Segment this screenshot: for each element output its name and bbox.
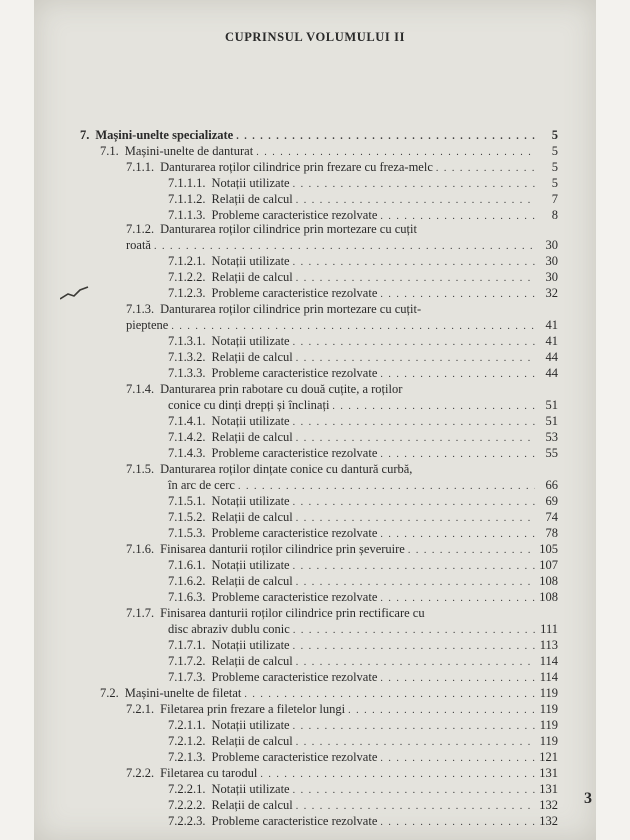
toc-page-number: 74: [545, 510, 558, 524]
toc-number: 7.1.7.1.: [168, 638, 206, 652]
toc-page-number: 132: [539, 814, 558, 828]
toc-number: 7.1.3.3.: [168, 366, 206, 380]
toc-number: 7.2.: [100, 686, 119, 700]
toc-title: Mașini-unelte specializate: [95, 128, 234, 142]
toc-page-number: 108: [539, 574, 558, 588]
toc-title: Probleme caracteristice rezolvate: [211, 286, 378, 300]
toc-number: 7.1.6.3.: [168, 590, 206, 604]
toc-entry-7-1-5-1[interactable]: [168, 493, 558, 509]
toc-title: Relații de calcul: [211, 734, 293, 748]
toc-page-number: 5: [551, 160, 558, 174]
toc-page-number: 69: [545, 494, 558, 508]
toc-title: Probleme caracteristice rezolvate: [211, 446, 378, 460]
toc-entry-7-1-3-3[interactable]: [168, 365, 558, 381]
toc-number: 7.1.: [100, 144, 119, 158]
toc-page-number: 119: [539, 686, 558, 700]
toc-entry-7-1-3-2[interactable]: [168, 349, 558, 365]
toc-entry-7-1-6[interactable]: [126, 541, 558, 557]
toc-number: 7.1.1.2.: [168, 192, 206, 206]
toc-title: Relații de calcul: [211, 192, 293, 206]
toc-entry-7-1-1-2[interactable]: [168, 191, 558, 207]
toc-title-continued: roată: [126, 238, 151, 252]
toc-entry-7-2-2-2[interactable]: [168, 797, 558, 813]
toc-title: Probleme caracteristice rezolvate: [211, 208, 378, 222]
toc-title: Mașini-unelte de danturat: [124, 144, 254, 158]
toc-number: 7.1.5.: [126, 462, 155, 476]
toc-title: Probleme caracteristice rezolvate: [211, 814, 378, 828]
toc-number: 7.1.6.2.: [168, 574, 206, 588]
toc-entry-7-2-1-3[interactable]: [168, 749, 558, 765]
toc-title: Notații utilizate: [211, 494, 290, 508]
toc-title: Probleme caracteristice rezolvate: [211, 526, 378, 540]
toc-page-number: 119: [539, 718, 558, 732]
toc-title: Probleme caracteristice rezolvate: [211, 670, 378, 684]
toc-page-number: 44: [545, 350, 558, 364]
toc-number: 7.2.2.3.: [168, 814, 206, 828]
toc-number: 7.1.7.2.: [168, 654, 206, 668]
toc-number: 7.1.3.1.: [168, 334, 206, 348]
toc-title-continued: în arc de cerc: [168, 478, 235, 492]
toc-title: Mașini-unelte de filetat: [124, 686, 242, 700]
toc-title-continued: disc abraziv dublu conic: [168, 622, 290, 636]
toc-entry-7-1-1-1[interactable]: [168, 175, 558, 191]
toc-title: Relații de calcul: [211, 574, 293, 588]
page-number: 3: [584, 790, 592, 807]
toc-number: 7.1.3.: [126, 302, 155, 316]
toc-number: 7.1.4.1.: [168, 414, 206, 428]
toc-entry-7-2-2-3[interactable]: [168, 813, 558, 829]
toc-entry-7-2-2-1[interactable]: [168, 781, 558, 797]
toc-page-number: 114: [539, 670, 558, 684]
toc-page-number: 51: [545, 398, 558, 412]
toc-page-number: 41: [545, 318, 558, 332]
toc-page-number: 132: [539, 798, 558, 812]
toc-page-number: 55: [545, 446, 558, 460]
toc-number: 7.2.2.1.: [168, 782, 206, 796]
toc-entry-7-1-3-1[interactable]: [168, 333, 558, 349]
toc-title: Relații de calcul: [211, 798, 293, 812]
toc-number: 7.2.1.3.: [168, 750, 206, 764]
toc-title: Finisarea danturii roților cilindrice prin rectificare cu: [160, 606, 425, 620]
toc-title: Relații de calcul: [211, 350, 293, 364]
toc-number: 7.1.1.: [126, 160, 155, 174]
toc-entry-7-2-2[interactable]: [126, 765, 558, 781]
toc-title: Notații utilizate: [211, 176, 290, 190]
toc-number: 7.1.1.1.: [168, 176, 206, 190]
toc-number: 7.2.1.: [126, 702, 155, 716]
toc-entry-7-1-7-3[interactable]: [168, 669, 558, 685]
toc-title: Filetarea prin frezare a filetelor lungi: [160, 702, 346, 716]
toc-page-number: 131: [539, 782, 558, 796]
toc-page-number: 78: [545, 526, 558, 540]
toc-number: 7.1.4.3.: [168, 446, 206, 460]
toc-entry-7-1-3[interactable]: [126, 301, 558, 317]
toc-page-number: 32: [545, 286, 558, 300]
toc-page-number: 5: [551, 176, 558, 190]
toc-title: Probleme caracteristice rezolvate: [211, 590, 378, 604]
toc-entry-7[interactable]: [80, 127, 558, 143]
toc-entry-7-1[interactable]: [100, 143, 558, 159]
toc-entry-7-1-7[interactable]: [126, 605, 558, 621]
toc-title: Notații utilizate: [211, 414, 290, 428]
toc-title: Danturarea roților cilindrice prin mortezare cu cuțit-: [160, 302, 422, 316]
toc-entry-7-1-4-continued[interactable]: [168, 397, 558, 413]
toc-entry-7-1-5-2[interactable]: [168, 509, 558, 525]
toc-number: 7.1.5.2.: [168, 510, 206, 524]
toc-entry-7-2-1-2[interactable]: [168, 733, 558, 749]
toc-number: 7.2.2.2.: [168, 798, 206, 812]
toc-entry-7-1-7-1[interactable]: [168, 637, 558, 653]
toc-number: 7.1.5.1.: [168, 494, 206, 508]
toc-title: Finisarea danturii roților cilindrice prin șeveruire: [160, 542, 405, 556]
toc-page-number: 108: [539, 590, 558, 604]
toc-entry-7-1-2-1[interactable]: [168, 253, 558, 269]
toc-page-number: 5: [551, 128, 558, 142]
toc-page-number: 113: [539, 638, 558, 652]
toc-page-number: 114: [539, 654, 558, 668]
toc-page-number: 30: [545, 254, 558, 268]
toc-page-number: 41: [545, 334, 558, 348]
toc-title: Relații de calcul: [211, 430, 293, 444]
toc-number: 7.1.2.2.: [168, 270, 206, 284]
toc-entry-7-1-5[interactable]: [126, 461, 558, 477]
toc-number: 7.1.4.2.: [168, 430, 206, 444]
toc-page-number: 8: [551, 208, 558, 222]
toc-title: Danturarea roților dințate conice cu dantură curbă,: [160, 462, 413, 476]
page-title: CUPRINSUL VOLUMULUI II: [224, 30, 406, 44]
toc-title: Notații utilizate: [211, 718, 290, 732]
toc-page-number: 119: [539, 702, 558, 716]
toc-entry-7-2-1[interactable]: [126, 701, 558, 717]
toc-number: 7.1.6.: [126, 542, 155, 556]
toc-entry-7-1-2-3[interactable]: [168, 285, 558, 301]
toc-entry-7-1-3-continued[interactable]: [126, 317, 558, 333]
toc-title: Relații de calcul: [211, 510, 293, 524]
toc-entry-7-1-2-continued[interactable]: [126, 237, 558, 253]
toc-page-number: 5: [551, 144, 558, 158]
toc-entry-7-1-2[interactable]: [126, 221, 558, 237]
toc-title: Notații utilizate: [211, 638, 290, 652]
toc-entry-7-1-5-continued[interactable]: [168, 477, 558, 493]
toc-number: 7.2.1.2.: [168, 734, 206, 748]
toc-number: 7.1.7.3.: [168, 670, 206, 684]
toc-title: Notații utilizate: [211, 782, 290, 796]
toc-entry-7-1-7-2[interactable]: [168, 653, 558, 669]
toc-number: 7.2.2.: [126, 766, 155, 780]
toc-entry-7-1-4-1[interactable]: [168, 413, 558, 429]
toc-title: Notații utilizate: [211, 558, 290, 572]
toc-page-number: 111: [540, 622, 558, 636]
toc-entry-7-1-7-continued[interactable]: [168, 621, 558, 637]
toc-title: Danturarea roților cilindrice prin mortezare cu cuțit: [160, 222, 417, 236]
toc-title: Danturarea roților cilindrice prin frezare cu freza-melc: [160, 160, 433, 174]
toc-number: 7.1.3.2.: [168, 350, 206, 364]
toc-number: 7.1.2.3.: [168, 286, 206, 300]
toc-number: 7.: [80, 128, 90, 142]
toc-page-number: 30: [545, 238, 558, 252]
paper-tear-mark: [60, 285, 90, 303]
toc-entry-7-1-2-2[interactable]: [168, 269, 558, 285]
toc-number: 7.1.1.3.: [168, 208, 206, 222]
toc-title: Notații utilizate: [211, 254, 290, 268]
toc-entry-7-2-1-1[interactable]: [168, 717, 558, 733]
toc-title: Notații utilizate: [211, 334, 290, 348]
toc-entry-7-2[interactable]: [100, 685, 558, 701]
toc-entry-7-1-5-3[interactable]: [168, 525, 558, 541]
toc-title: Danturarea prin rabotare cu două cuțite, a roților: [160, 382, 403, 396]
toc-number: 7.1.5.3.: [168, 526, 206, 540]
toc-page-number: 51: [545, 414, 558, 428]
toc-page-number: 105: [539, 542, 558, 556]
toc-number: 7.1.4.: [126, 382, 155, 396]
toc-page-number: 119: [539, 734, 558, 748]
toc-page-number: 7: [551, 192, 558, 206]
toc-page-number: 131: [539, 766, 558, 780]
toc-number: 7.1.7.: [126, 606, 155, 620]
toc-entry-7-1-6-2[interactable]: [168, 573, 558, 589]
toc-entry-7-1-6-1[interactable]: [168, 557, 558, 573]
toc-entry-7-1-1[interactable]: [126, 159, 558, 175]
toc-entry-7-1-4-2[interactable]: [168, 429, 558, 445]
toc-page-number: 30: [545, 270, 558, 284]
toc-page-number: 121: [539, 750, 558, 764]
toc-entry-7-1-4-3[interactable]: [168, 445, 558, 461]
toc-number: 7.1.2.: [126, 222, 155, 236]
toc-page-number: 44: [545, 366, 558, 380]
toc-entry-7-1-4[interactable]: [126, 381, 558, 397]
toc-number: 7.1.6.1.: [168, 558, 206, 572]
toc-entry-7-1-6-3[interactable]: [168, 589, 558, 605]
leader-dots: [380, 815, 535, 831]
toc-title: Probleme caracteristice rezolvate: [211, 366, 378, 380]
toc-title: Probleme caracteristice rezolvate: [211, 750, 378, 764]
toc-title: Relații de calcul: [211, 270, 293, 284]
toc-page-number: 107: [539, 558, 558, 572]
toc-page-number: 53: [545, 430, 558, 444]
toc-title: Relații de calcul: [211, 654, 293, 668]
toc-title-continued: pieptene: [126, 318, 169, 332]
toc-number: 7.1.2.1.: [168, 254, 206, 268]
toc-number: 7.2.1.1.: [168, 718, 206, 732]
toc-title: Filetarea cu tarodul: [160, 766, 258, 780]
toc-title-continued: conice cu dinți drepți și înclinați: [168, 398, 330, 412]
toc-page-number: 66: [545, 478, 558, 492]
